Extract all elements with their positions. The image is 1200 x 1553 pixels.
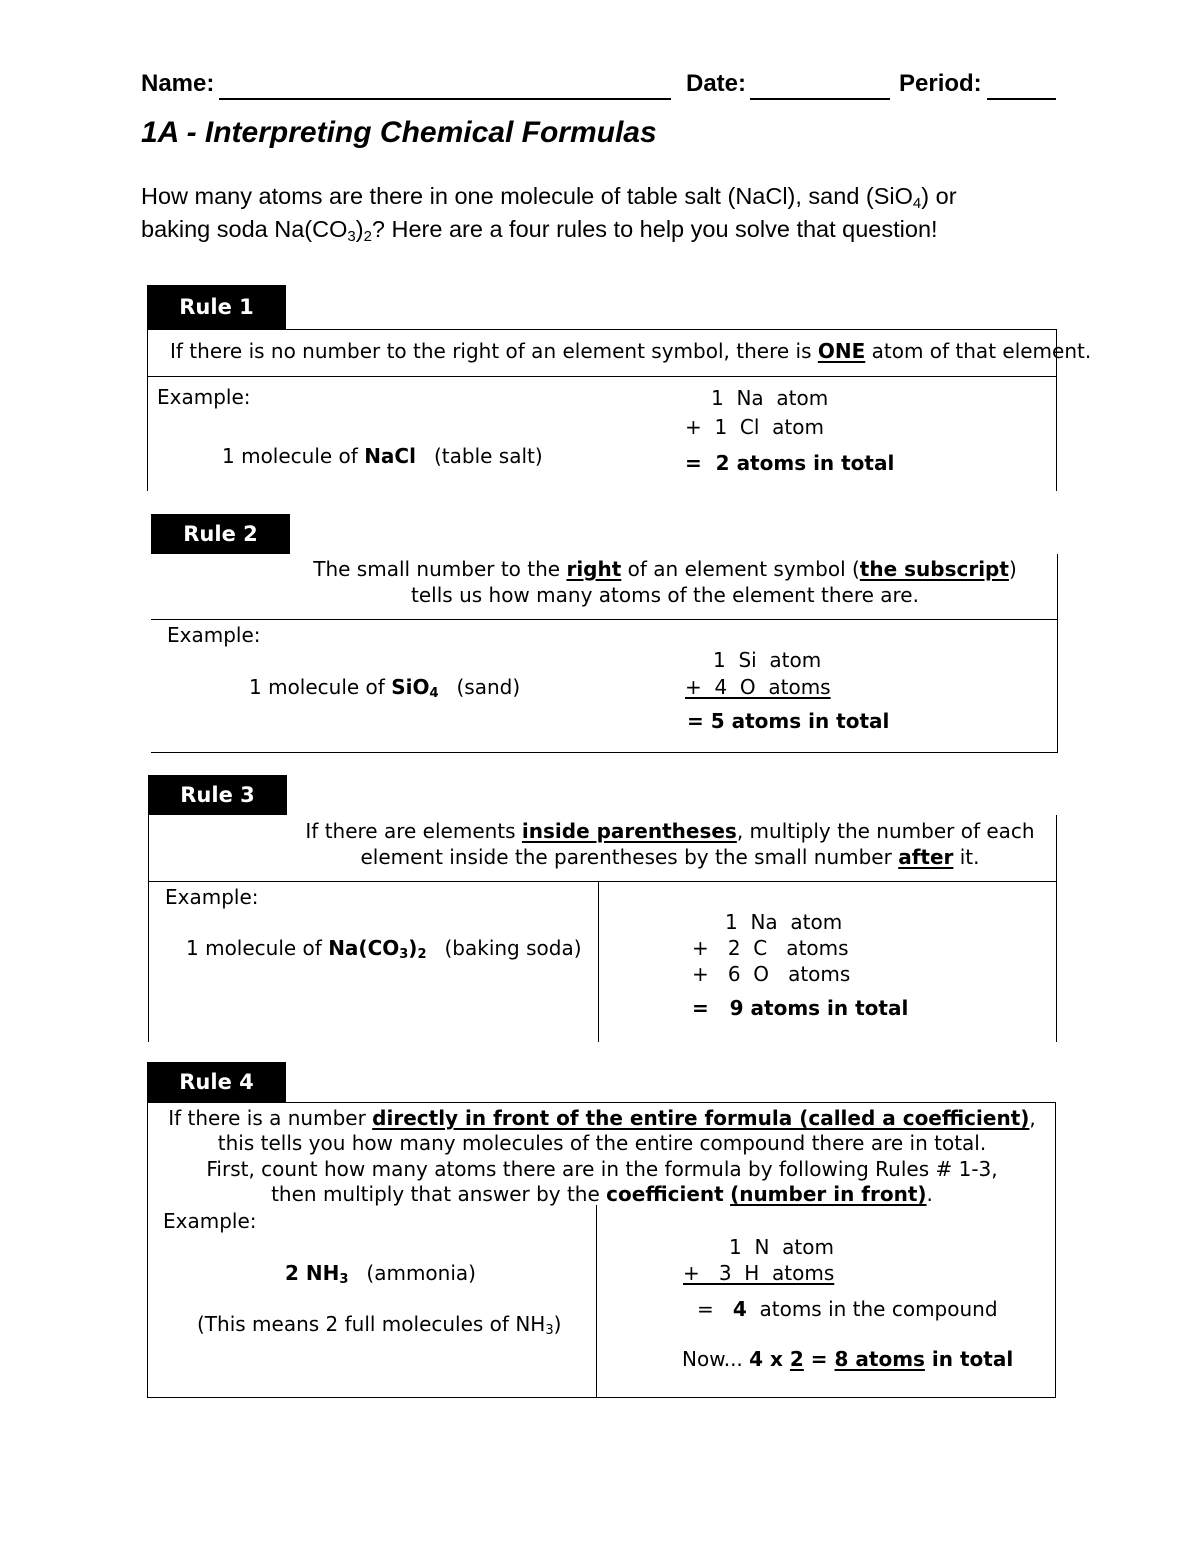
rule-4-tab: Rule 4 (147, 1062, 286, 1102)
rule-3-statement-line-1: If there are elements inside parentheses, multiply the number of each (305, 819, 1035, 843)
rule-2-statement-line-1: The small number to the right of an element symbol (the subscript) (313, 557, 1017, 581)
rule-3-calc-line: + 6 O atoms (692, 962, 851, 986)
rule-2-tab: Rule 2 (151, 514, 290, 554)
intro-text: ? Here are a four rules to help you solve that question! (371, 216, 938, 242)
period-label: Period: (899, 70, 982, 97)
rule-1-tab: Rule 1 (147, 285, 286, 329)
rule-2-molecule: 1 molecule of SiO4 (sand) (249, 675, 521, 701)
rule-2-calc-line: + 4 O atoms (685, 675, 831, 699)
rule-4-calc-line: + 3 H atoms (683, 1261, 835, 1285)
rule-1-molecule: 1 molecule of NaCl (table salt) (222, 444, 543, 468)
rule-4-explanation: (This means 2 full molecules of NH3) (197, 1312, 562, 1338)
rule-2-total: = 5 atoms in total (687, 709, 890, 733)
date-field[interactable] (750, 98, 890, 100)
intro-paragraph (141, 180, 1061, 246)
rule-1-calc-line: 1 Na atom (711, 386, 829, 410)
rule-4-calc-line: 1 N atom (729, 1235, 834, 1259)
period-field[interactable] (987, 98, 1056, 100)
intro-text: ) (355, 216, 364, 242)
rule-1-total: = 2 atoms in total (685, 451, 895, 475)
rule-4-statement-line-4: then multiply that answer by the coefficient (number in front). (271, 1182, 933, 1206)
rule-4-statement-line-3: First, count how many atoms there are in the formula by following Rules # 1-3, (206, 1157, 998, 1181)
name-label: Name: (141, 70, 215, 97)
date-label: Date: (686, 70, 747, 97)
intro-text: baking soda Na(CO (141, 216, 348, 242)
rule-2-statement-line-2: tells us how many atoms of the element there are. (411, 583, 919, 607)
rule-3-total: = 9 atoms in total (692, 996, 909, 1020)
rule-2-calc-line: 1 Si atom (713, 648, 822, 672)
intro-text: How many atoms are there in one molecule of table salt (NaCl), sand (SiO (141, 183, 913, 209)
rule-4-example-label: Example: (163, 1209, 257, 1233)
page-title: 1A - Interpreting Chemical Formulas (141, 116, 657, 149)
intro-subscript: 4 (912, 195, 922, 212)
intro-text: ) or (921, 183, 957, 209)
rule-1-example-label: Example: (157, 385, 251, 409)
intro-subscript: 2 (363, 228, 372, 245)
rule-1-calc-line: + 1 Cl atom (685, 415, 824, 439)
rule-3-statement-line-2: element inside the parentheses by the small number after it. (360, 845, 980, 869)
rule-3-tab: Rule 3 (148, 775, 287, 815)
name-field[interactable] (219, 98, 671, 100)
rule-4-total: Now... 4 x 2 = 8 atoms in total (682, 1347, 1014, 1371)
rule-1-statement: If there is no number to the right of an element symbol, there is ONE atom of that element. (170, 339, 1092, 363)
rule-2-example-label: Example: (167, 623, 261, 647)
rule-3-molecule: 1 molecule of Na(CO3)2 (baking soda) (186, 936, 582, 962)
rule-3-calc-line: 1 Na atom (725, 910, 843, 934)
rule-3-calc-line: + 2 C atoms (692, 936, 849, 960)
rule-4-molecule: 2 NH3 (ammonia) (285, 1261, 476, 1287)
rule-3-example-label: Example: (165, 885, 259, 909)
intro-subscript: 3 (347, 228, 356, 245)
rule-4-calc-compound: = 4 atoms in the compound (697, 1297, 998, 1321)
rule-4-statement-line-1: If there is a number directly in front of the entire formula (called a coefficient), (168, 1106, 1036, 1130)
rule-4-statement-line-2: this tells you how many molecules of the entire compound there are in total. (217, 1131, 987, 1155)
